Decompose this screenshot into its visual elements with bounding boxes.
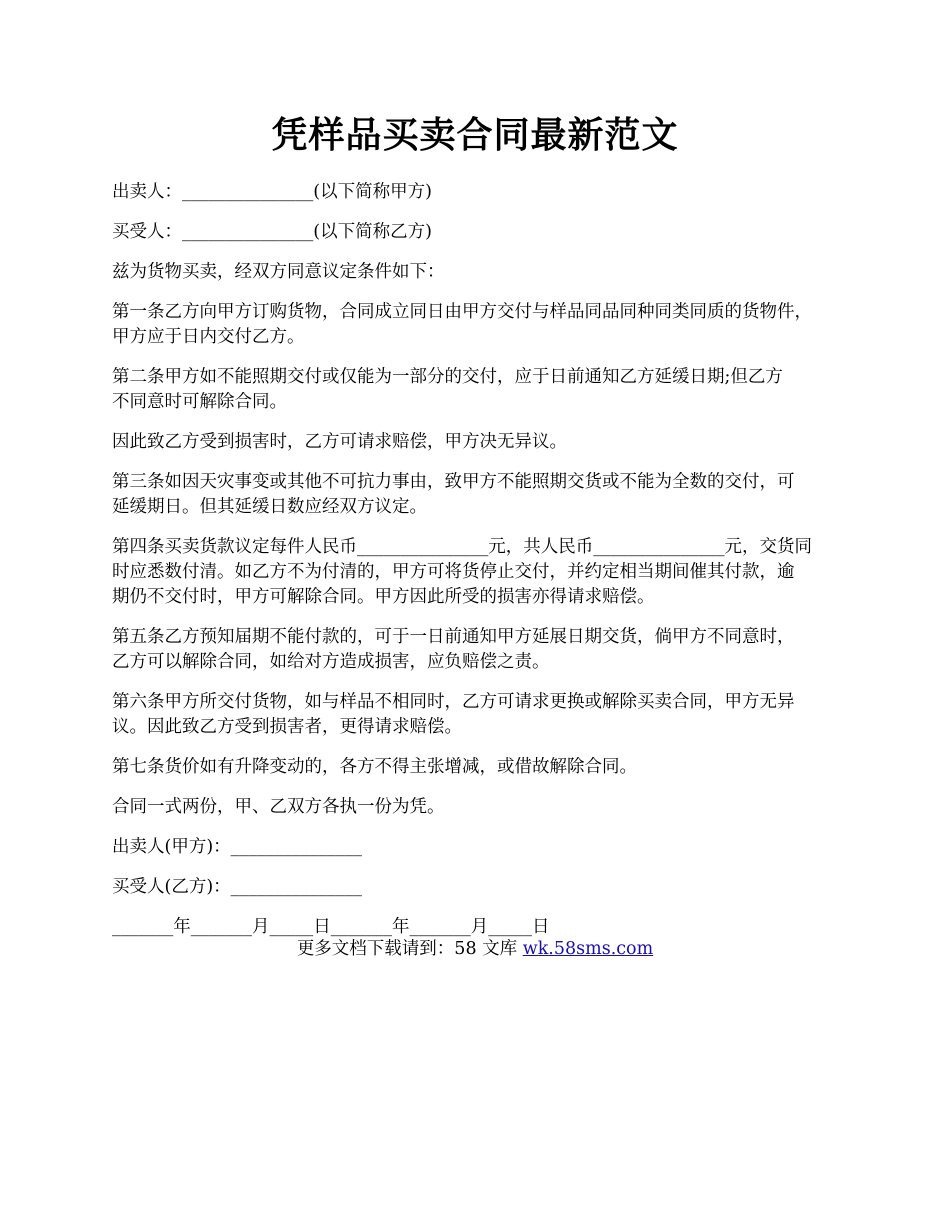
text-line: 第二条甲方如不能照期交付或仅能为一部分的交付，应于日前通知乙方延缓日期;但乙方 (112, 367, 783, 387)
text-line: 买受人：_______________(以下简称乙方) (112, 222, 432, 242)
text-line: 第三条如因天灾事变或其他不可抗力事由，致甲方不能照期交货或不能为全数的交付，可 (112, 472, 795, 492)
text-line: 甲方应于日内交付乙方。 (112, 327, 305, 347)
text-line: 不同意时可解除合同。 (112, 392, 287, 412)
text-line: 出卖人(甲方)：_______________ (112, 837, 362, 857)
text-line: 时应悉数付清。如乙方不为付清的，甲方可将货停止交付，并约定相当期间催其付款，逾 (112, 562, 795, 582)
text-line: 期仍不交付时，甲方可解除合同。甲方因此所受的损害亦得请求赔偿。 (112, 587, 655, 607)
text-line: _______年_______月_____日_______年_______月_____日 (112, 917, 550, 937)
footer-text: 更多文档下载请到：58 文库 (296, 939, 523, 959)
text-line: 合同一式两份，甲、乙双方各执一份为凭。 (112, 797, 445, 817)
text-line: 第五条乙方预知届期不能付款的，可于一日前通知甲方延展日期交货，倘甲方不同意时， (112, 627, 795, 647)
article-4 (112, 535, 852, 610)
seller-signature (112, 835, 852, 860)
text-line: 第六条甲方所交付货物，如与样品不相同时，乙方可请求更换或解除买卖合同，甲方无异 (112, 692, 795, 712)
article-5 (112, 625, 852, 675)
article-6 (112, 690, 852, 740)
text-line: 议。因此致乙方受到损害者，更得请求赔偿。 (112, 717, 462, 737)
article-2 (112, 365, 852, 415)
copies-clause (112, 795, 852, 820)
footer-note (0, 937, 950, 962)
article-3 (112, 470, 852, 520)
text-line: 兹为货物买卖，经双方同意议定条件如下： (112, 262, 445, 282)
preamble (112, 260, 852, 285)
text-line: 出卖人：_______________(以下简称甲方) (112, 182, 432, 202)
article-1 (112, 300, 852, 350)
article-2-note (112, 430, 852, 455)
text-line: 买受人(乙方)：_______________ (112, 877, 362, 897)
text-line: 第一条乙方向甲方订购货物，合同成立同日由甲方交付与样品同品同种同类同质的货物件， (112, 302, 812, 322)
footer-link[interactable]: wk.58sms.com (522, 939, 654, 959)
seller-line (112, 180, 852, 205)
buyer-line (112, 220, 852, 245)
document-title: 凭样品买卖合同最新范文 (271, 114, 679, 156)
text-line: 乙方可以解除合同，如给对方造成损害，应负赔偿之责。 (112, 652, 550, 672)
article-7 (112, 755, 852, 780)
text-line: 因此致乙方受到损害时，乙方可请求赔偿，甲方决无异议。 (112, 432, 567, 452)
text-line: 延缓期日。但其延缓日数应经双方议定。 (112, 497, 427, 517)
text-line: 第七条货价如有升降变动的，各方不得主张增减，或借故解除合同。 (112, 757, 637, 777)
document-body (112, 180, 852, 955)
text-line: 第四条买卖货款议定每件人民币_______________元，共人民币_______________元，交货同 (112, 537, 812, 557)
buyer-signature (112, 875, 852, 900)
